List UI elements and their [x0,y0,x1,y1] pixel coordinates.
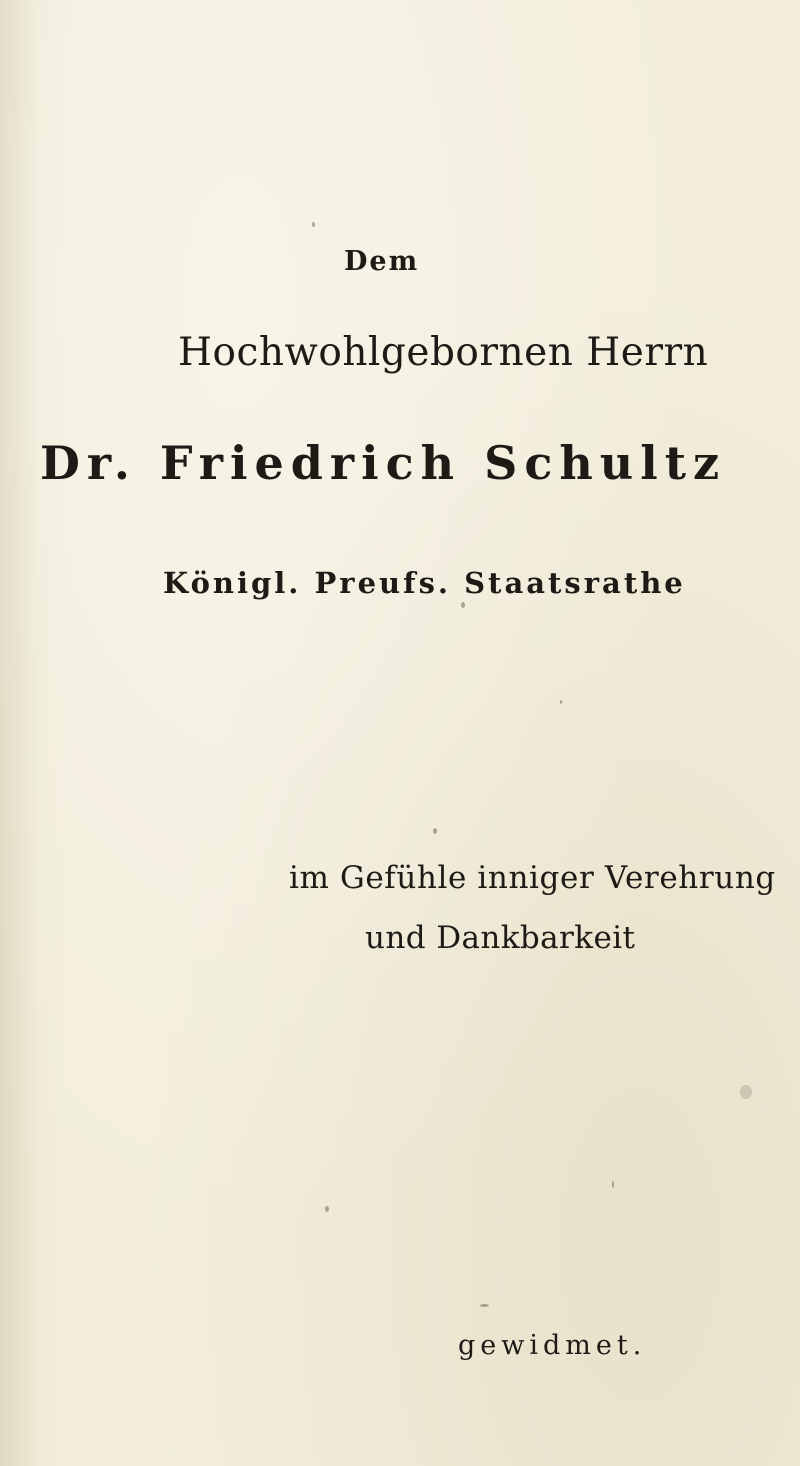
dedicatee-title: Königl. Preufs. Staatsrathe [163,566,686,600]
paper-speck [740,1085,752,1099]
dedication-sentiment-line-1: im Gefühle inniger Verehrung [289,860,776,896]
paper-speck [325,1206,329,1212]
dedicatee-name: Dr. Friedrich Schultz [40,436,727,490]
dedication-honorific: Hochwohlgebornen Herrn [178,330,709,375]
paper-speck [461,602,465,608]
dedication-closing: gewidmet. [458,1330,647,1361]
paper-speck [433,828,437,834]
paper-speck [612,1181,614,1188]
dedication-sentiment-line-2: und Dankbarkeit [365,920,636,956]
dedication-dem: Dem [344,246,420,277]
paper-speck [480,1304,489,1307]
paper-speck [312,222,315,227]
paper-speck [560,700,562,704]
